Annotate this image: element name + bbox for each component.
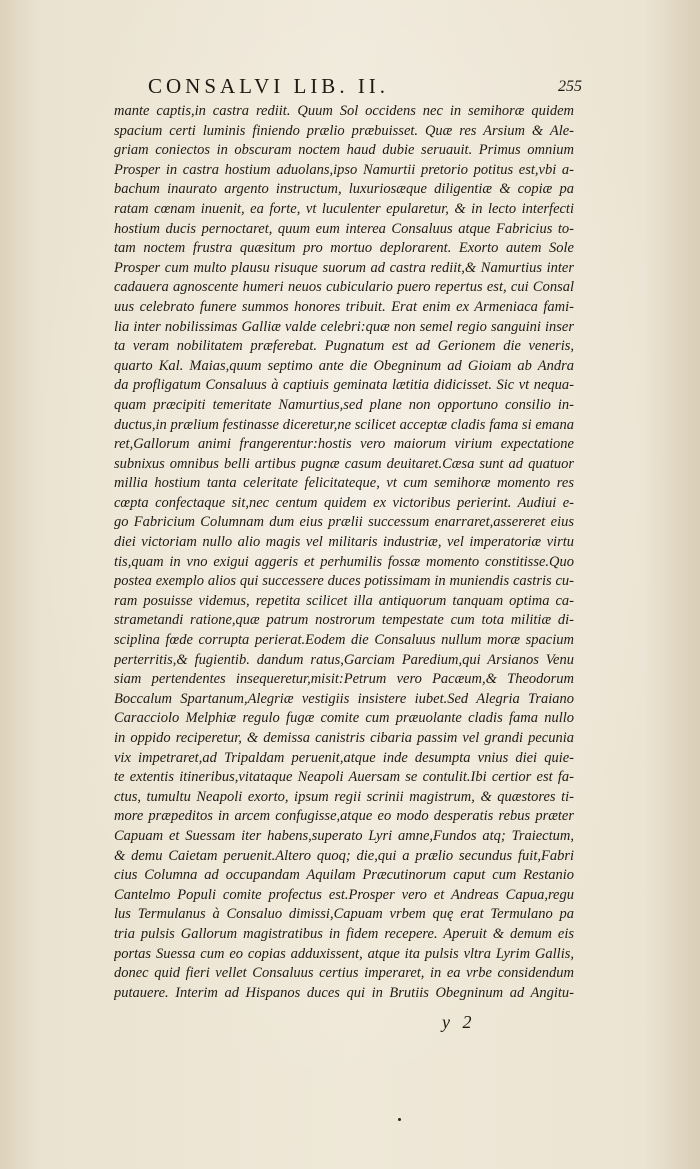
text-line: portas Suessa cum eo copias adduxissent, atque ita pulsis vltra Lyrim Gallis, bbox=[114, 945, 574, 962]
text-line: da profligatum Consaluus à captiuis geminata lætitia didicisset. Sic vt nequa- bbox=[114, 377, 574, 394]
text-line: uus celebrato funere summos honores tribuit. Erat enim ex Armeniaca fami- bbox=[114, 298, 574, 315]
text-line: ctus, tumultu Neapoli exorto, ipsum regii scrinii magistrum, & quæstores ti- bbox=[114, 788, 574, 805]
text-line: go Fabricium Columnam dum eius prælii successum enarraret,assereret eius bbox=[114, 514, 574, 531]
running-title: CONSALVI LIB. II. bbox=[148, 74, 390, 98]
text-line: lia inter nobilissimas Galliæ valde celebri:quæ non semel regio sanguini inser bbox=[114, 318, 574, 335]
text-line: donec quid fieri vellet Consaluus certius imperaret, in ea vrbe considendum bbox=[114, 965, 574, 982]
text-line: millia hostium tanta celeritate felicitateque, vt cum semihoræ momento res bbox=[114, 475, 574, 492]
text-line: mante captis,in castra rediit. Quum Sol occidens nec in semihoræ quidem bbox=[114, 103, 574, 119]
text-line: griam coniectos in obscuram noctem haud dubie seruauit. Primus omnium bbox=[114, 142, 574, 159]
text-line: Prosper cum multo plausu risuque suorum ad castra rediit,& Namurtius inter bbox=[114, 259, 574, 276]
text-line: strametandi ratione,quæ patrum nostrorum tempestate cum tota militiæ di- bbox=[114, 612, 574, 629]
text-line: Cantelmo Populi comite profectus est.Prosper vero et Andreas Capua,regu bbox=[114, 886, 574, 903]
text-line: quarto Kal. Maias,quum septimo ante die Obegninum ad Gioiam ab Andra bbox=[114, 357, 574, 374]
text-line: Prosper in castra hostium aduolans,ipso Namurtii pretorio potitus est,vbi a- bbox=[114, 161, 574, 178]
text-line: hostium ducis pernoctaret, quum eum interea Consaluus atque Fabricius to- bbox=[114, 220, 574, 237]
text-line: cius Columna ad occupandam Aquilam Præcutinorum caput cum Restanio bbox=[114, 867, 574, 884]
text-line: cœpta confectaque sit,nec centum quidem ex victoribus perierint. Audiui e- bbox=[114, 494, 574, 511]
text-line: Boccalum Spartanum,Alegriæ vestigiis insistere iubet.Sed Alegria Traiano bbox=[114, 690, 574, 707]
text-line: & demu Caietam peruenit.Altero quoq; die,qui a prælio secundus fuit,Fabri bbox=[114, 847, 574, 864]
text-line: diei victoriam nullo alio magis vel militaris industriæ, vel imperatoriæ virtu bbox=[114, 534, 574, 551]
body-text bbox=[114, 102, 574, 1003]
text-line: te extentis itineribus,vitataque Neapoli Auersam se contulit.Ibi certior est fa- bbox=[114, 769, 574, 786]
signature-mark: y 2 bbox=[442, 1012, 476, 1032]
text-line: tam noctem frustra quæsitum pro mortuo deplorarent. Exorto autem Sole bbox=[114, 240, 574, 257]
text-line: ta veram nobilitatem præferebat. Pugnatum est ad Gerionem die veneris, bbox=[114, 338, 574, 355]
text-line: sciplina fœde corrupta perierat.Eodem die Consaluus nullum moræ spacium bbox=[114, 632, 574, 649]
text-line: subnixus omnibus belli artibus pugnæ casum deuitaret.Cæsa sunt ad quatuor bbox=[114, 455, 574, 472]
text-line: putauere. Interim ad Hispanos duces qui in Brutiis Obegninum ad Angitu- bbox=[114, 984, 574, 1001]
page-number: 255 bbox=[558, 78, 582, 95]
text-line: cadauera agnoscente humeri neuos cubiculario puero repertus est, cui Consal bbox=[114, 279, 574, 296]
text-line: perterritis,& fugientib. dandum ratus,Garciam Paredium,qui Arsianos Venu bbox=[114, 651, 574, 668]
text-line: lus Termulanus à Consaluo dimissi,Capuam vrbem quę erat Termulano pa bbox=[114, 906, 574, 923]
text-line: tria pulsis Gallorum magistratibus in fidem recepere. Aperuit & demum eis bbox=[114, 925, 574, 942]
text-line: quam præcipiti temeritate Namurtius,sed plane non opportuno consilio in- bbox=[114, 396, 574, 413]
text-line: tis,quam in vno exigui aggeris et perhumilis fossæ momento constitisse.Quo bbox=[114, 553, 574, 570]
text-line: ratam cœnam inuenit, ea forte, vt luculenter epularetur, & in lecto interfecti bbox=[114, 200, 574, 217]
text-line: bachum inaurato argento instructum, luxuriosæque diligentiæ & copiæ pa bbox=[114, 181, 574, 198]
text-line: Caracciolo Melphiæ regulo fugæ comite cum præuolante cladis fama nullo bbox=[114, 710, 574, 727]
ink-dot bbox=[398, 1118, 401, 1121]
text-line: Capuam et Suessam iter habens,superato Lyri amne,Fundos atq; Traiectum, bbox=[114, 827, 574, 844]
text-line: spacium certi luminis finiendo prælio præbuisset. Quæ res Arsium & Ale- bbox=[114, 122, 574, 139]
text-line: postea exemplo alios qui successere duces potissimam in muniendis castris cu- bbox=[114, 573, 574, 590]
text-line: ductus,in prælium festinasse diceretur,ne scilicet acceptæ cladis fama si emana bbox=[114, 416, 574, 433]
text-line: vix impetraret,ad Tripaldam peruenit,atque inde desumpta vnius diei quie- bbox=[114, 749, 574, 766]
text-line: ret,Gallorum animi frangerentur:hostis vero maiorum virium expectatione bbox=[114, 436, 574, 453]
text-line: ram posuisse videmus, repetita scilicet illa antiquorum tanquam optima ca- bbox=[114, 592, 574, 609]
text-line: more præpeditos in arcem confugisse,atque eo modo desperatis rebus præter bbox=[114, 808, 574, 825]
text-line: in oppido reciperetur, & demissa canistris cibaria passim vel grandi pecunia bbox=[114, 730, 574, 746]
text-line: siam pertendentes insequeretur,misit:Petrum vero Pacæum,& Theodorum bbox=[114, 671, 574, 688]
